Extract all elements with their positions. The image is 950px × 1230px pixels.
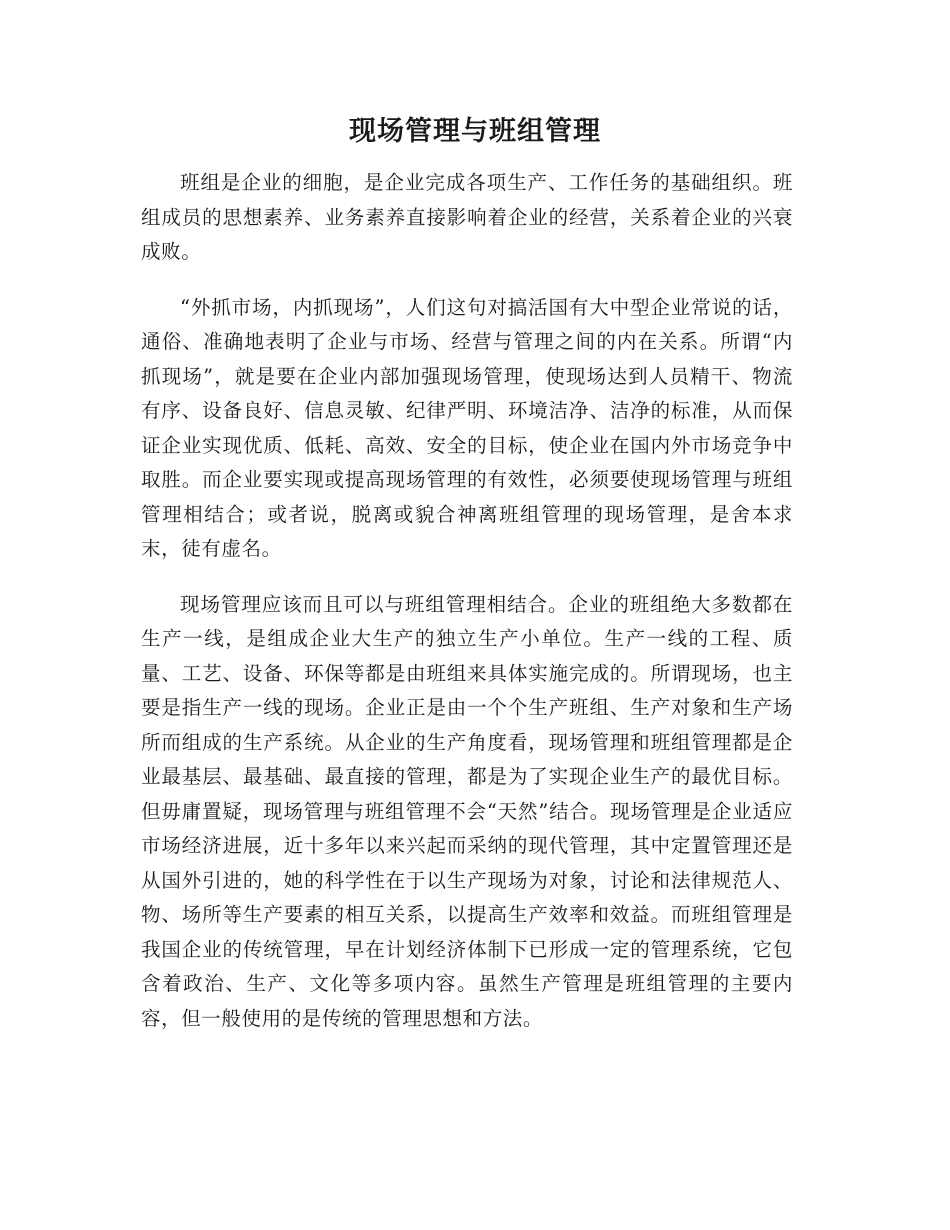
paragraph-2: “外抓市场，内抓现场”，人们这句对搞活国有大中型企业常说的话，通俗、准确地表明了企业与市场、经营与管理之间的内在关系。所谓“内抓现场”，就是要在企业内部加强现场管理，使现场达到人员精干、物流有序、设备良好、信息灵敏、纪律严明、环境洁净、洁净的标准，从而保证企业实现优质、低耗、高效、安全的目标，使企业在国内外市场竞争中取胜。而企业要实现或提高现场管理的有效性，必须要使现场管理与班组管理相结合；或者说，脱离或貌合神离班组管理的现场管理，是舍本求末，徒有虚名。 (141, 295, 793, 560)
paragraph-1: 班组是企业的细胞，是企业完成各项生产、工作任务的基础组织。班组成员的思想素养、业务素养直接影响着企业的经营，关系着企业的兴衰成败。 (141, 171, 793, 263)
document-title: 现场管理与班组管理 (349, 116, 601, 147)
paragraph-3: 现场管理应该而且可以与班组管理相结合。企业的班组绝大多数都在生产一线，是组成企业大生产的独立生产小单位。生产一线的工程、质量、工艺、设备、环保等都是由班组来具体实施完成的。所谓现场，也主要是指生产一线的现场。企业正是由一个个生产班组、生产对象和生产场所而组成的生产系统。从企业的生产角度看，现场管理和班组管理都是企业最基层、最基础、最直接的管理，都是为了实现企业生产的最优目标。但毋庸置疑，现场管理与班组管理不会“天然”结合。现场管理是企业适应市场经济进展，近十多年以来兴起而采纳的现代管理，其中定置管理还是从国外引进的，她的科学性在于以生产现场为对象，讨论和法律规范人、物、场所等生产要素的相互关系，以提高生产效率和效益。而班组管理是我国企业的传统管理，早在计划经济体制下已形成一定的管理系统，它包含着政治、生产、文化等多项内容。虽然生产管理是班组管理的主要内容，但一般使用的是传统的管理思想和方法。 (141, 592, 793, 1030)
document-body (141, 166, 793, 1036)
